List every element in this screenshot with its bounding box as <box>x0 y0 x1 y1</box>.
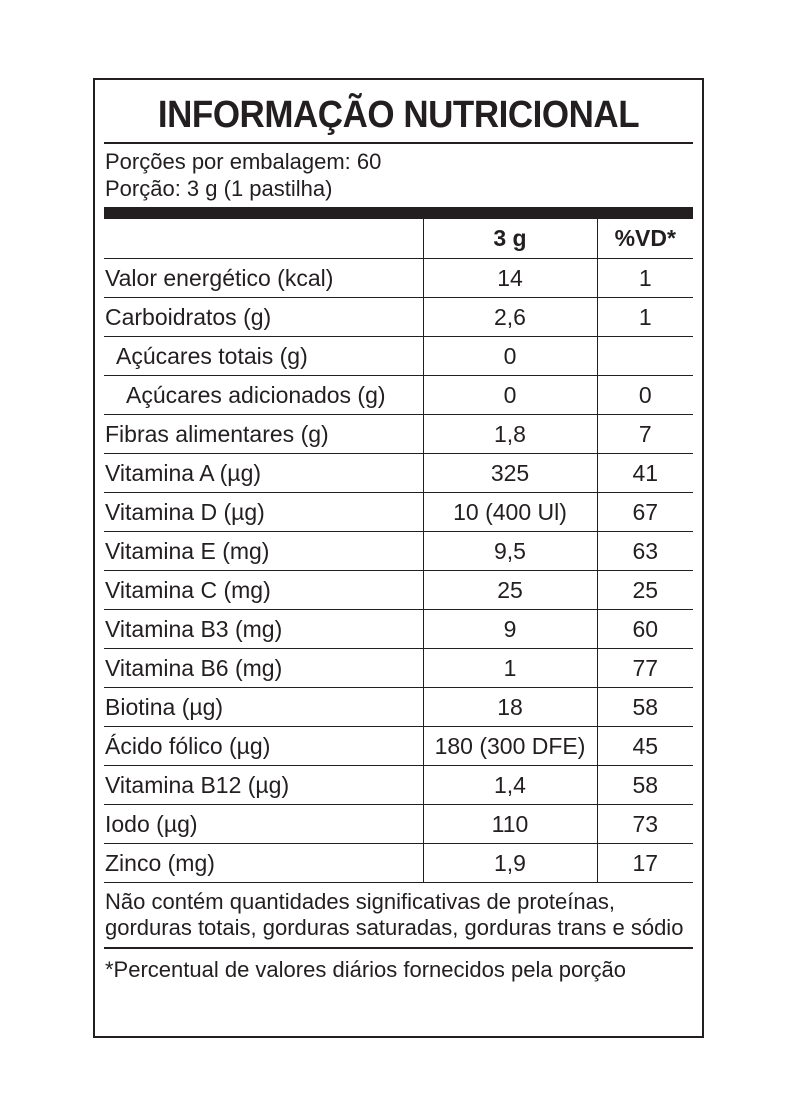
nutrient-row <box>104 298 693 337</box>
nutrient-dv: 0 <box>597 376 693 415</box>
nutrient-label: Vitamina D (µg) <box>104 493 423 532</box>
nutrient-row <box>104 415 693 454</box>
nutrient-row <box>104 337 693 376</box>
nutrient-row <box>104 610 693 649</box>
nutrient-dv: 58 <box>597 766 693 805</box>
nutrient-label: Biotina (µg) <box>104 688 423 727</box>
nutrient-amount: 1,4 <box>423 766 597 805</box>
nutrient-amount: 325 <box>423 454 597 493</box>
nutrient-dv: 25 <box>597 571 693 610</box>
nutrient-table <box>104 219 693 884</box>
nutrient-dv: 41 <box>597 454 693 493</box>
table-header-row <box>104 219 693 259</box>
header-label-cell <box>104 219 423 259</box>
nutrient-label: Fibras alimentares (g) <box>104 415 423 454</box>
nutrient-label: Ácido fólico (µg) <box>104 727 423 766</box>
nutrient-row <box>104 493 693 532</box>
thick-divider <box>104 207 693 219</box>
nutrient-row <box>104 844 693 883</box>
nutrient-label: Zinco (mg) <box>104 844 423 883</box>
portions-per-package: Porções por embalagem: 60 <box>105 148 382 174</box>
nutrient-label: Carboidratos (g) <box>104 298 423 337</box>
nutrient-label: Vitamina A (µg) <box>104 454 423 493</box>
nutrient-row <box>104 649 693 688</box>
portion-size: Porção: 3 g (1 pastilha) <box>105 175 333 201</box>
nutrient-dv <box>597 337 693 376</box>
nutrient-dv: 58 <box>597 688 693 727</box>
nutrient-label: Iodo (µg) <box>104 805 423 844</box>
nutrient-label: Açúcares totais (g) <box>104 337 423 376</box>
nutrient-amount: 1,8 <box>423 415 597 454</box>
nutrient-amount: 14 <box>423 259 597 298</box>
nutrient-label: Vitamina B3 (mg) <box>104 610 423 649</box>
nutrient-amount: 1 <box>423 649 597 688</box>
nutrient-amount: 25 <box>423 571 597 610</box>
nutrient-label: Vitamina E (mg) <box>104 532 423 571</box>
nutrient-dv: 63 <box>597 532 693 571</box>
nutrient-amount: 180 (300 DFE) <box>423 727 597 766</box>
nutrient-dv: 17 <box>597 844 693 883</box>
nutrient-row <box>104 688 693 727</box>
nutrient-label: Vitamina C (mg) <box>104 571 423 610</box>
nutrient-row <box>104 766 693 805</box>
nutrient-label: Valor energético (kcal) <box>104 259 423 298</box>
nutrient-row <box>104 259 693 298</box>
header-amount-cell: 3 g <box>423 219 597 259</box>
nutrient-amount: 9 <box>423 610 597 649</box>
portion-info <box>104 144 693 207</box>
nutrient-amount: 9,5 <box>423 532 597 571</box>
nutrient-row <box>104 805 693 844</box>
not-significant-note: Não contém quantidades significativas de proteínas, gorduras totais, gorduras saturadas, gorduras trans e sódio <box>105 889 684 940</box>
nutrient-amount: 2,6 <box>423 298 597 337</box>
nutrient-dv: 1 <box>597 259 693 298</box>
nutrition-facts-content <box>104 80 693 1036</box>
nutrition-facts-panel <box>93 78 704 1038</box>
daily-value-footnote: *Percentual de valores diários fornecidos pela porção <box>105 956 626 982</box>
nutrient-label: Vitamina B12 (µg) <box>104 766 423 805</box>
nutrient-dv: 1 <box>597 298 693 337</box>
nutrient-label: Açúcares adicionados (g) <box>104 376 423 415</box>
nutrient-dv: 67 <box>597 493 693 532</box>
nutrient-row <box>104 727 693 766</box>
nutrient-amount: 10 (400 Ul) <box>423 493 597 532</box>
panel-title: INFORMAÇÃO NUTRICIONAL <box>157 94 640 136</box>
nutrient-dv: 45 <box>597 727 693 766</box>
nutrient-label: Vitamina B6 (mg) <box>104 649 423 688</box>
nutrient-amount: 1,9 <box>423 844 597 883</box>
nutrient-amount: 0 <box>423 376 597 415</box>
nutrient-dv: 73 <box>597 805 693 844</box>
header-dv-cell: %VD* <box>597 219 693 259</box>
nutrient-row <box>104 454 693 493</box>
nutrient-row <box>104 571 693 610</box>
nutrient-row <box>104 376 693 415</box>
nutrient-dv: 7 <box>597 415 693 454</box>
nutrient-amount: 18 <box>423 688 597 727</box>
nutrient-amount: 0 <box>423 337 597 376</box>
nutrient-dv: 77 <box>597 649 693 688</box>
nutrient-dv: 60 <box>597 610 693 649</box>
nutrient-row <box>104 532 693 571</box>
nutrient-amount: 110 <box>423 805 597 844</box>
